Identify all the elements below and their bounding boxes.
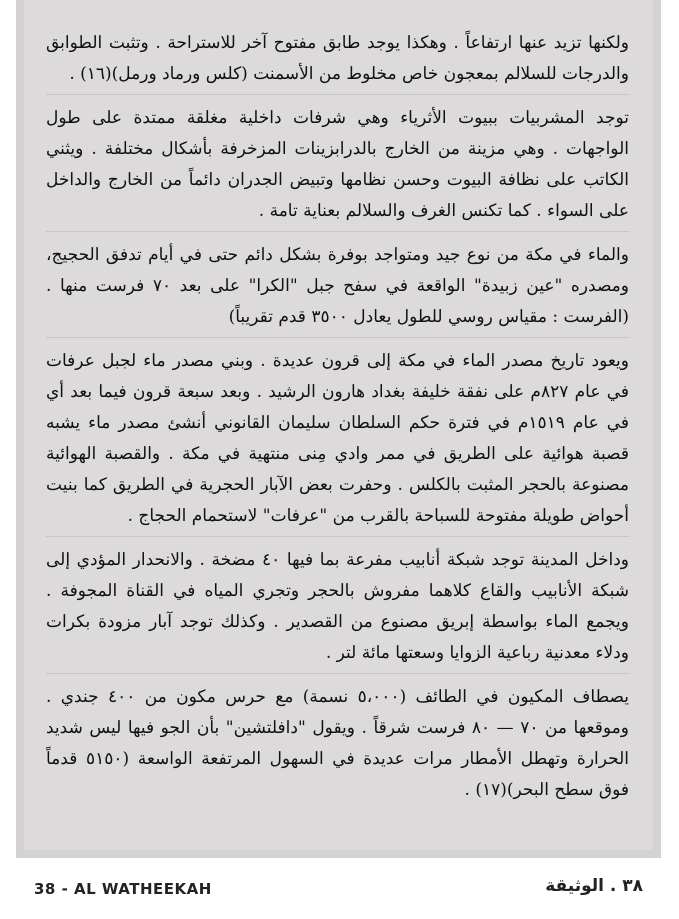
page-footer xyxy=(0,868,679,908)
paragraph: يصطاف المكيون في الطائف (٥،٠٠٠ نسمة) مع حرس مكون من ٤٠٠ جندي . وموقعها من ٧٠ — ٨٠ فرست شرقاً . ويقول "دافلتشين" بأن الجو فيها ليس شديد الحرارة وتهطل الأمطار مرات عديدة في السهول المرتفعة الواسعة (٥١٥٠ قدماً فوق سطح البحر)(١٧) . xyxy=(46,687,630,800)
paragraph: وداخل المدينة توجد شبكة أنابيب مفرعة بما فيها ٤٠ مضخة . والانحدار المؤدي إلى شبكة الأنابيب والقاع كلاهما مفروش بالحجر وتجري المياه في القناة المجوفة . ويجمع الماء بواسطة إبريق مصنوع من القصدير . وكذلك توجد آبار مزودة بكرات ودلاء معدنية رباعية الزوايا وسعتها مائة لتر . xyxy=(46,545,629,674)
paragraph: توجد المشربيات ببيوت الأثرياء وهي شرفات داخلية مغلقة ممتدة على طول الواجهات . وهي مزينة من الخارج بالدرابزينات المزخرفة بأشكال مختلفة . ويثني الكاتب على نظافة البيوت وحسن نظامها وتبيض الجدران دائماً من الخارج والداخل على السواء . كما تكنس الغرف والسلالم بعناية تامة . xyxy=(46,103,629,232)
page-body xyxy=(24,0,653,850)
paragraph: ولكنها تزيد عنها ارتفاعاً . وهكذا يوجد طابق مفتوح آخر للاستراحة . وتثبت الطوابق والدرجات للسلالم بمعجون خاص مخلوط من الأسمنت (كلس ورماد ورمل)(١٦) . xyxy=(46,28,629,95)
footer-page-number-latin: 38 - AL WATHEEKAH xyxy=(34,880,212,898)
paragraph: والماء في مكة من نوع جيد ومتواجد بوفرة بشكل دائم حتى في أيام تدفق الحجيج، ومصدره "عين زبيدة" الواقعة في سفح جبل "الكرا" على بعد ٧٠ فرست منها . (الفرست : مقياس روسي للطول يعادل ٣٥٠٠ قدم تقريباً) xyxy=(46,240,629,338)
footer-page-number-arabic: ٣٨ . الوثيقة xyxy=(545,876,643,896)
article-text xyxy=(46,28,629,818)
paragraph: ويعود تاريخ مصدر الماء في مكة إلى قرون عديدة . وبني مصدر ماء لجبل عرفات في عام ٨٢٧م على نفقة خليفة بغداد هارون الرشيد . وبعد سبعة قرون فيما بعد أي في عام ١٥١٩م في فترة حكم السلطان سليمان القانوني أنشئ مصدر ماء يشبه قصبة هوائية على الطريق في ممر وادي مِنى منتهية في مكة . والقصبة الهوائية مصنوعة بالحجر المثبت بالكلس . وحفرت بعض الآبار الحجرية في الطريق كما بنيت أحواض طويلة مفتوحة للسباحة بالقرب من "عرفات" لاستحمام الحجاج . xyxy=(46,346,629,537)
page-frame xyxy=(16,0,661,858)
